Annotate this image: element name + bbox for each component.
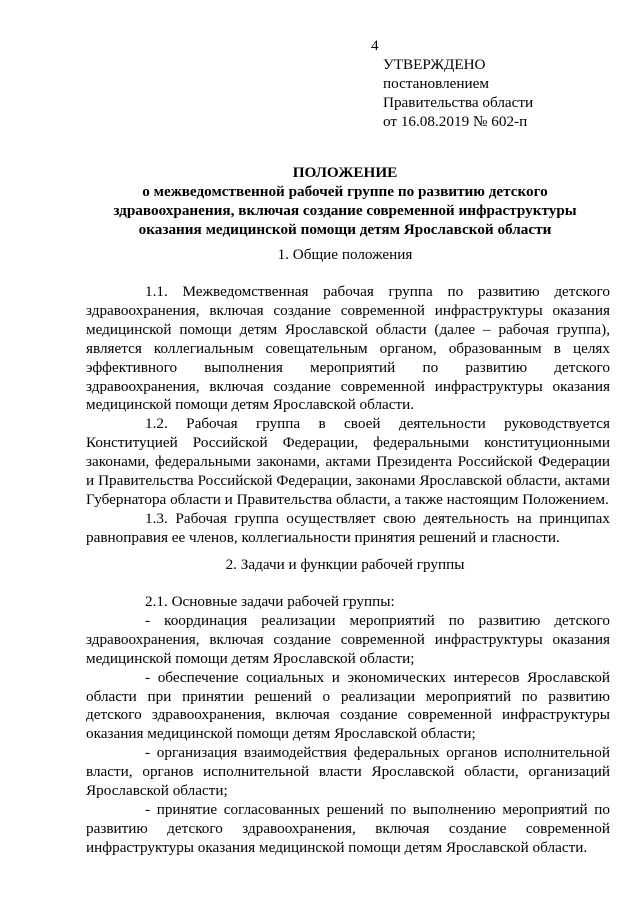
document-title	[80, 164, 610, 240]
paragraph: 2.1. Основные задачи рабочей группы:	[145, 593, 395, 610]
list-item: - организация взаимодействия федеральных органов исполнительной власти, органов исполнительной власти Ярославской области, организаций Ярославской области;	[86, 744, 610, 800]
approval-line: от 16.08.2019 № 602-п	[383, 112, 528, 130]
approval-line: Правительства области	[383, 93, 534, 111]
list-item: - обеспечение социальных и экономических интересов Ярославской области при принятии решений о реализации мероприятий по развитию детского здравоохранения, включая создание современной инфраструктуры оказания медицинской помощи детям Ярославской области;	[86, 668, 610, 743]
approval-line: постановлением	[383, 74, 490, 92]
paragraph: 1.2. Рабочая группа в своей деятельности руководствуется Конституцией Российской Федерации, федеральными конституционными законами, федеральными законами, актами Президента Российской Федерации и Правительства Российской Федерации, законами Ярославской области, актами Губернатора области и Правительства области, а также настоящим Положением.	[86, 415, 610, 508]
section-1-heading: 1. Общие положения	[277, 246, 413, 263]
paragraph: 1.1. Межведомственная рабочая группа по развитию детского здравоохранения, включая создание современной инфраструктуры оказания медицинской помощи детям Ярославской области (далее – рабочая группа), является коллегиальным совещательным органом, образованным в целях эффективного выполнения мероприятий по развитию детского здравоохранения, включая создание современной инфраструктуры оказания медицинской помощи детям Ярославской области.	[86, 283, 610, 414]
list-item: - принятие согласованных решений по выполнению мероприятий по развитию детского здравоохранения, включая создание современной инфраструктуры оказания медицинской помощи детям Ярославской области.	[86, 800, 610, 856]
title-line: о межведомственной рабочей группе по развитию детского	[142, 182, 548, 200]
approval-stamp	[383, 56, 623, 132]
section-2-body	[86, 593, 610, 858]
list-item: - координация реализации мероприятий по развитию детского здравоохранения, включая создание современной инфраструктуры оказания медицинской помощи детям Ярославской области;	[86, 611, 610, 667]
title-line: оказания медицинской помощи детям Ярославской области	[138, 220, 552, 238]
section-1-body	[86, 283, 610, 548]
title-line: ПОЛОЖЕНИЕ	[292, 164, 398, 181]
paragraph: 1.3. Рабочая группа осуществляет свою деятельность на принципах равноправия ее членов, коллегиальности принятия решений и гласности.	[86, 509, 610, 546]
approval-line: УТВЕРЖДЕНО	[383, 56, 486, 73]
page-number: 4	[371, 37, 379, 54]
section-2-heading: 2. Задачи и функции рабочей группы	[225, 556, 465, 573]
title-line: здравоохранения, включая создание современной инфраструктуры	[113, 201, 577, 219]
